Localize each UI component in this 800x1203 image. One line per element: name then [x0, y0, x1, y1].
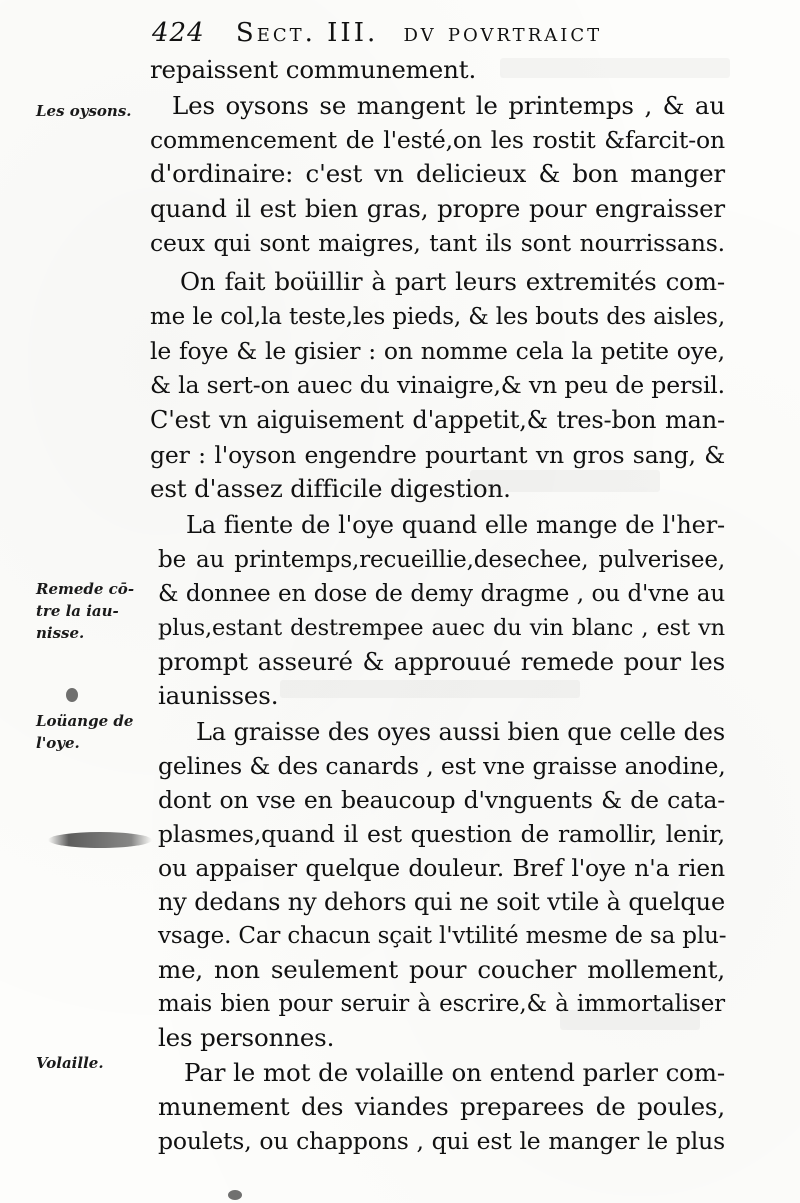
body-line: me le col,la teste,les pieds, & les bouts des aisles,	[150, 304, 725, 330]
body-line: est d'assez difficile digestion.	[150, 474, 511, 503]
body-line: & donnee en dose de demy dragme , ou d'vne au	[158, 581, 725, 607]
body-line: La fiente de l'oye quand elle mange de l'her-	[186, 511, 725, 539]
body-line: quand il est bien gras, propre pour engraisser	[150, 194, 725, 223]
body-line: ceux qui sont maigres, tant ils sont nourrissans.	[150, 229, 725, 257]
body-line: gelines & des canards , est vne graisse anodine,	[158, 752, 726, 780]
margin-note-line: Loüange de	[36, 712, 134, 730]
body-line: plasmes,quand il est question de ramollir, lenir,	[158, 820, 725, 848]
body-line: ny dedans ny dehors qui ne soit vtile à quelque	[158, 888, 725, 916]
running-title: dv povrtraict	[403, 18, 603, 48]
margin-note-line: Remede cō-	[36, 580, 135, 598]
body-line: mais bien pour seruir à escrire,& à immortaliser	[158, 991, 725, 1017]
body-line: poulets, ou chappons , qui est le manger le plus	[158, 1127, 725, 1155]
body-line: C'est vn aiguisement d'appetit,& tres-bon man-	[150, 406, 725, 434]
margin-note-line: Volaille.	[36, 1054, 104, 1072]
body-line: vsage. Car chacun sçait l'vtilité mesme de sa plu-	[158, 923, 727, 949]
body-line: iaunisses.	[158, 681, 279, 710]
margin-note-remede	[36, 578, 154, 644]
body-line: La graisse des oyes aussi bien que celle des	[196, 718, 725, 746]
margin-note-line: nisse.	[36, 624, 85, 642]
margin-note-volaille	[36, 1052, 154, 1074]
body-line: d'ordinaire: c'est vn delicieux & bon manger	[150, 159, 725, 188]
body-line: Par le mot de volaille on entend parler com-	[184, 1058, 725, 1087]
body-line: On fait boüillir à part leurs extremités com-	[180, 267, 725, 296]
body-line: & la sert-on auec du vinaigre,& vn peu de persil.	[150, 371, 725, 399]
body-line: Les oysons se mangent le printemps , & au	[172, 91, 725, 120]
margin-note-line: l'oye.	[36, 734, 80, 752]
body-line: le foye & le gisier : on nomme cela la petite oye,	[150, 337, 725, 365]
page-number: 424	[152, 18, 205, 48]
body-line: ou appaiser quelque douleur. Bref l'oye n'a rien	[158, 854, 725, 882]
running-head	[152, 18, 712, 48]
margin-note-line: Les oysons.	[36, 102, 132, 120]
ink-smear	[48, 832, 152, 848]
margin-note-louange	[36, 710, 154, 754]
section-label: Sect. III.	[235, 18, 379, 48]
margin-note-oysons	[36, 100, 154, 122]
margin-note-line: tre la iau-	[36, 602, 119, 620]
ink-spot	[66, 688, 78, 702]
body-line: plus,estant destrempee auec du vin blanc , est vn	[158, 615, 725, 641]
body-line: munement des viandes preparees de poules,	[158, 1092, 725, 1121]
body-line: ger : l'oyson engendre pourtant vn gros sang, &	[150, 441, 725, 469]
body-line: commencement de l'esté,on les rostit &farcit-on	[150, 126, 725, 154]
body-line: prompt asseuré & approuué remede pour les	[158, 647, 725, 676]
body-line: repaissent communement.	[150, 55, 477, 84]
body-line: be au printemps,recueillie,desechee, pulverisee,	[158, 547, 725, 573]
body-line: les personnes.	[158, 1023, 335, 1052]
ink-spot	[228, 1190, 242, 1200]
body-line: me, non seulement pour coucher mollement,	[158, 955, 725, 984]
body-line: dont on vse en beaucoup d'vnguents & de cata-	[158, 786, 725, 814]
